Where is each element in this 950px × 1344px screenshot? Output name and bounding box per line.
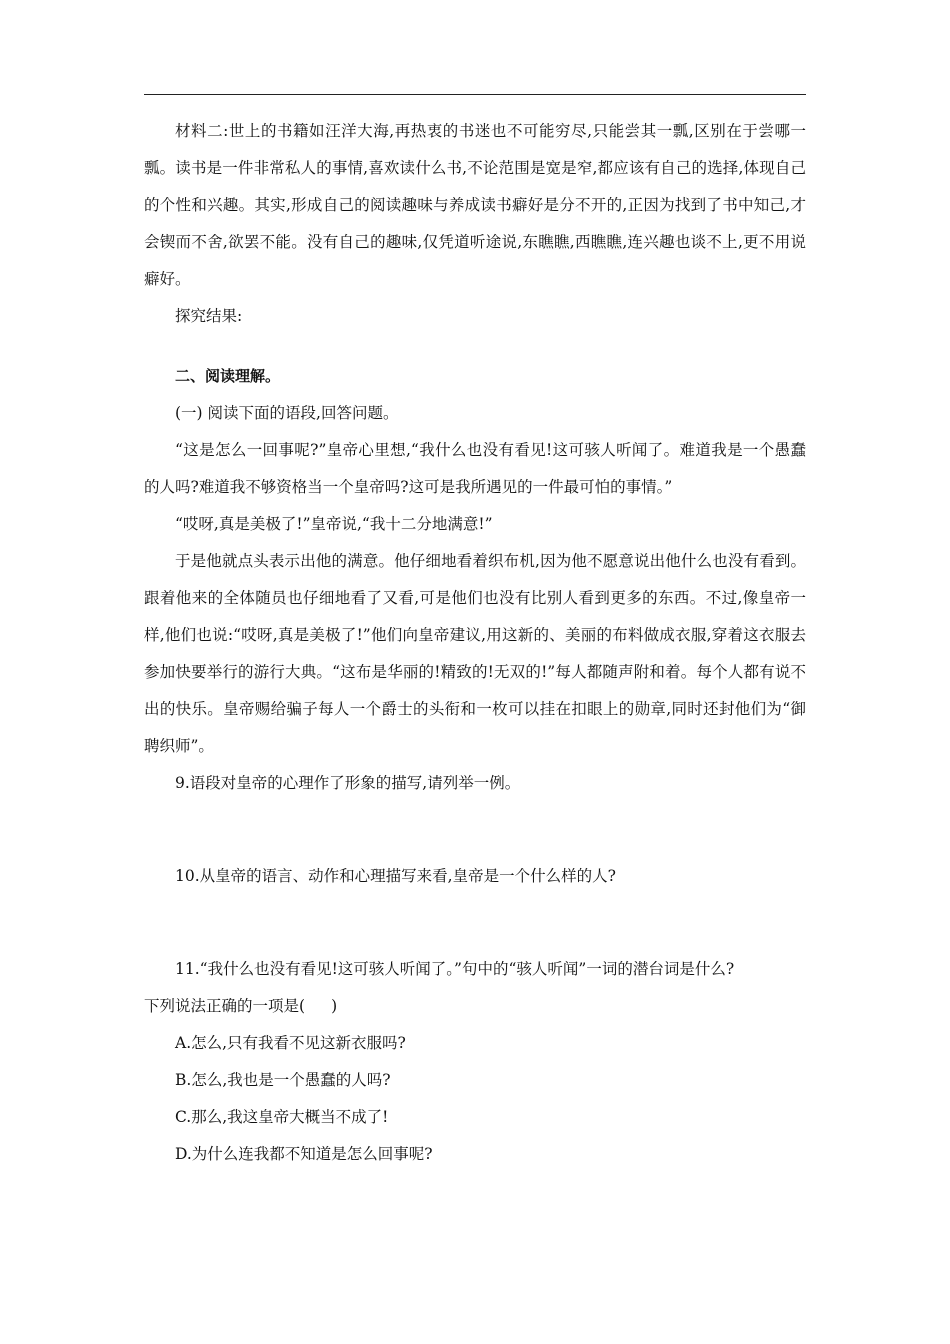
option-d: D.为什么连我都不知道是怎么回事呢? <box>175 1145 433 1163</box>
answer-space-result <box>144 335 806 358</box>
result-label: 探究结果: <box>175 307 243 325</box>
material2-paragraph: 材料二:世上的书籍如汪洋大海,再热衷的书迷也不可能穷尽,只能尝其一瓢,区别在于尝哪一瓢。读书是一件非常私人的事情,喜欢读什么书,不论范围是宽是窄,都应该有自己的选择,体现自己的个性和兴趣。其实,形成自己的阅读趣味与养成读书癖好是分不开的,正因为找到了书中知己,才会锲而不舍,欲罢不能。没有自己的趣味,仅凭道听途说,东瞧瞧,西瞧瞧,连兴趣也谈不上,更不用说癖好。 <box>144 122 806 288</box>
option-b: B.怎么,我也是一个愚蠢的人吗? <box>175 1071 391 1089</box>
question-11-line1: 11.“我什么也没有看见!这可骇人听闻了。”句中的“骇人听闻”一词的潜台词是什么? <box>175 960 735 978</box>
option-a: A.怎么,只有我看不见这新衣服吗? <box>175 1034 406 1052</box>
header-rule <box>144 94 806 95</box>
question-11-prompt: 下列说法正确的一项是( <box>144 997 306 1015</box>
section-heading: 二、阅读理解。 <box>175 367 281 385</box>
answer-space-q9 <box>144 802 806 858</box>
question-11-line2 <box>144 988 806 1025</box>
passage-paragraph-1: “这是怎么一回事呢?”皇帝心里想,“我什么也没有看见!这可骇人听闻了。难道我是一个愚蠢的人吗?难道我不够资格当一个皇帝吗?这可是我所遇见的一件最可怕的事情。” <box>144 441 806 496</box>
question-9: 9.语段对皇帝的心理作了形象的描写,请列举一例。 <box>175 774 521 792</box>
option-c: C.那么,我这皇帝大概当不成了! <box>175 1108 389 1126</box>
document-body <box>144 113 806 1173</box>
passage-paragraph-2: “哎呀,真是美极了!”皇帝说,“我十二分地满意!” <box>175 515 493 533</box>
section-instruction: (一) 阅读下面的语段,回答问题。 <box>175 404 399 422</box>
answer-space-q10 <box>144 895 806 951</box>
question-10: 10.从皇帝的语言、动作和心理描写来看,皇帝是一个什么样的人? <box>175 867 616 885</box>
passage-paragraph-3: 于是他就点头表示出他的满意。他仔细地看着织布机,因为他不愿意说出他什么也没有看到。跟着他来的全体随员也仔细地看了又看,可是他们也没有比别人看到更多的东西。不过,像皇帝一样,他们也说:“哎呀,真是美极了!”他们向皇帝建议,用这新的、美丽的布料做成衣服,穿着这衣服去参加快要举行的游行大典。“这布是华丽的!精致的!无双的!”每人都随声附和着。每个人都有说不出的快乐。皇帝赐给骗子每人一个爵士的头衔和一枚可以挂在扣眼上的勋章,同时还封他们为“御聘织师”。 <box>144 552 806 755</box>
question-11-paren-close: ) <box>331 997 338 1015</box>
